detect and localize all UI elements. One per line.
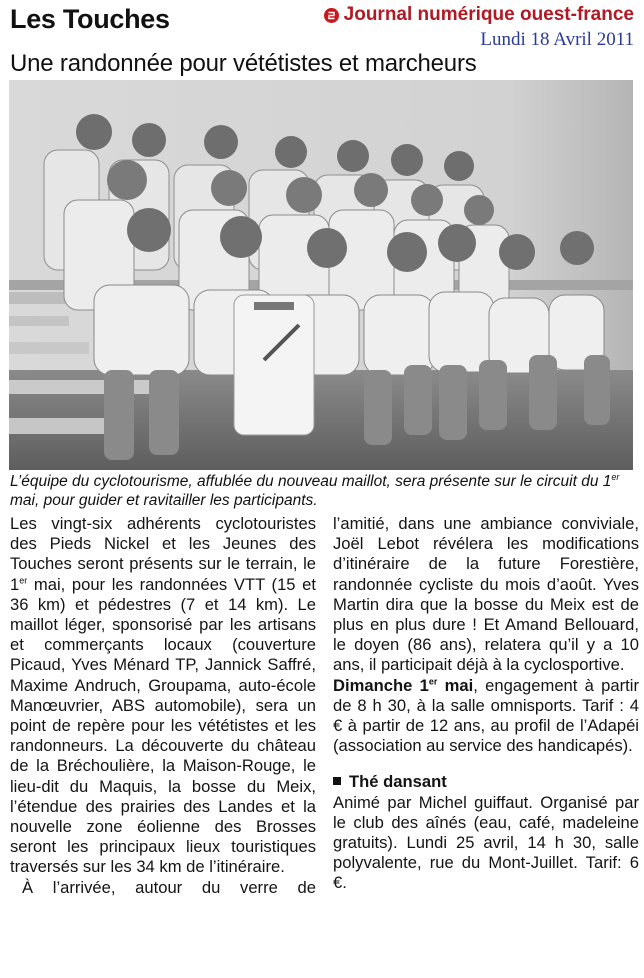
- section-heading: [333, 772, 639, 792]
- ouest-france-logo-icon: [324, 8, 339, 23]
- event-details: , engagement à partir de 8 h 30, à la salle omnisports. Tarif : 4 € à partir de 12 ans, au profil de l’Adapéi (association au service des handicapés).: [333, 675, 639, 756]
- square-bullet-icon: [333, 777, 341, 785]
- event-date-text: Dimanche 1: [333, 675, 429, 695]
- event-date-month: mai: [437, 675, 474, 695]
- section-body: Animé par Michel guiffaut. Organisé par le club des aînés (eau, café, madeleine gratuits). Lundi 25 avril, 14 h 30, salle polyvalente, rue du Mont-Juillet. Tarif: 6 €.: [333, 792, 639, 893]
- article-paragraph-2-start: À l’arrivée, autour du verre de: [22, 877, 316, 897]
- paragraph-sup: er: [19, 575, 28, 586]
- newspaper-source: [324, 4, 634, 26]
- paragraph-text: mai, pour les randonnées VTT (15 et 36 km) et pédestres (7 et 14 km). Le maillot léger, sponsorisé par les artisans et commerçants locaux (couverture Picaud, Yves Ménard TP, Jannick Saffré, Maxime Andruch, Groupama, auto-école Manœuvrier, ABS automobile), sera un point de repère pour les vététistes et les randonneurs. La découverte du château de la Bréchoulière, la Maison-Rouge, le lieu-dit du Maquis, la bosse du Meix, l’étendue des prairies des Landes et la nouvelle zone éolienne des Brosses seront les principaux lieux touristiques traversés sur les 34 km de l’itinéraire.: [10, 574, 316, 877]
- publication-date: Lundi 18 Avril 2011: [480, 29, 634, 50]
- article-column-right: [333, 514, 639, 894]
- event-date-sup: er: [428, 676, 438, 687]
- caption-sup: er: [611, 471, 620, 482]
- article-paragraph-3: [333, 676, 639, 757]
- paragraph-text: Les vingt-six adhérents cyclotouristes des Pieds Nickel et les Jeunes des Touches seront présents sur le terrain, le 1: [10, 514, 316, 594]
- article-paragraph-2-cont: l’amitié, dans une ambiance conviviale, Joël Lebot révélera les modifications d’itinéraire de la future Forestière, randonnée cycliste du mois d’août. Yves Martin dira que la bosse du Meix est de plus en plus dure ! Et Amand Bellouard, le doyen (86 ans), relatera qu’il y a 10 ans, il participait déjà à la cyclosportive.: [333, 514, 639, 675]
- event-date-label: [333, 676, 473, 695]
- article-paragraph-1: [10, 514, 316, 878]
- article-headline: Une randonnée pour vététistes et marcheurs: [10, 50, 477, 77]
- group-photo: [9, 80, 633, 470]
- town-name: Les Touches: [10, 4, 170, 34]
- section-title: Thé dansant: [349, 772, 447, 792]
- group-photo-illustration: [9, 80, 633, 470]
- source-label: Journal numérique ouest-france: [343, 4, 634, 25]
- caption-text: L’équipe du cyclotourisme, affublée du nouveau maillot, sera présente sur le circuit du 1: [10, 473, 612, 490]
- caption-text-end: mai, pour guider et ravitailler les participants.: [10, 492, 318, 509]
- article-column-left: [10, 514, 316, 898]
- photo-caption: [10, 472, 630, 510]
